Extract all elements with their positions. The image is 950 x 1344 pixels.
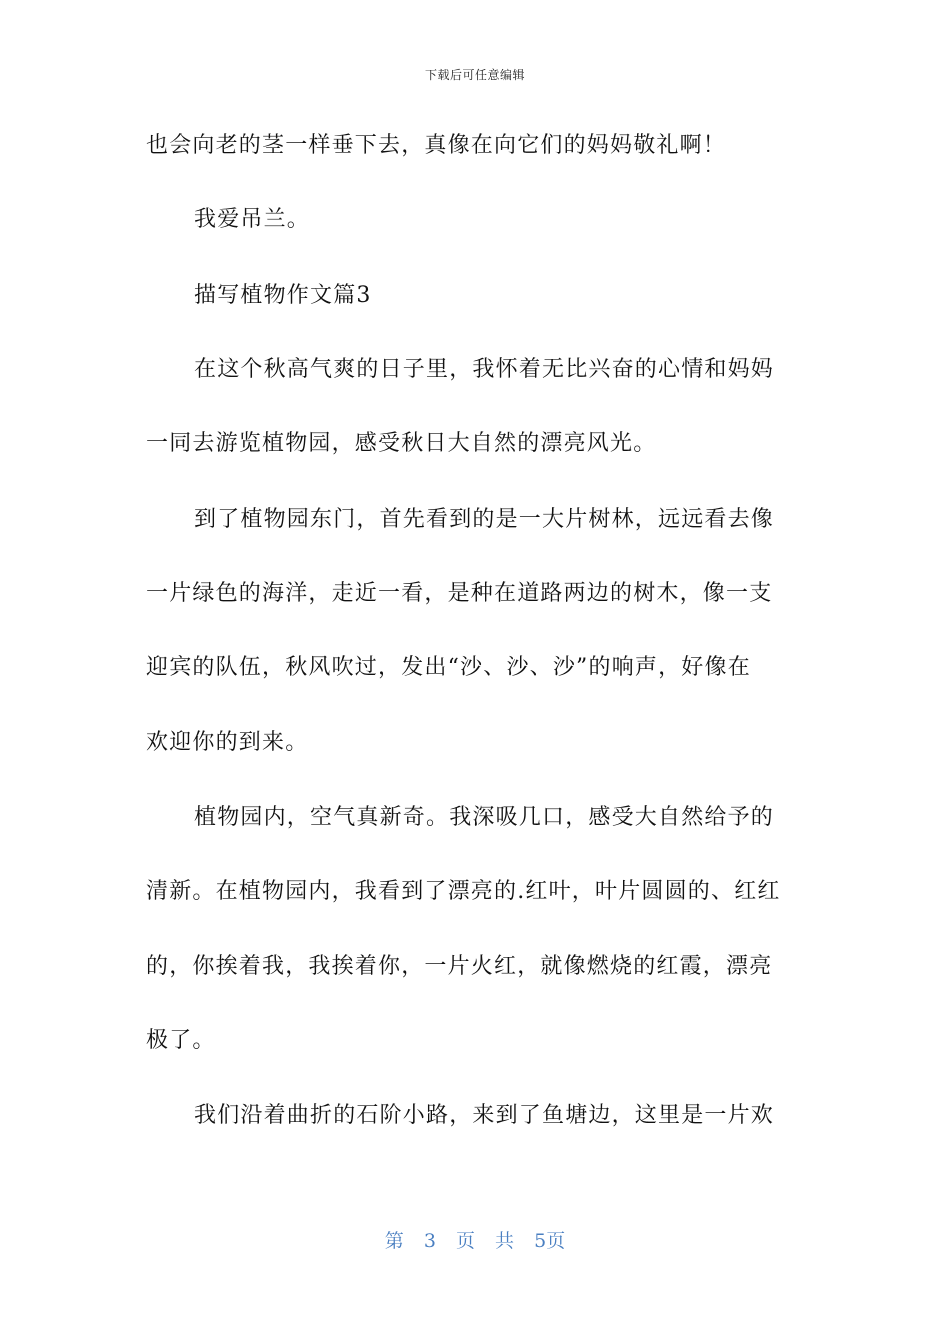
page-footer	[0, 1226, 950, 1253]
footer-current-page: 3	[423, 1230, 436, 1252]
footer-total-pages: 5页	[534, 1230, 566, 1252]
body-line: 也会向老的茎一样垂下去，真像在向它们的妈妈敬礼啊！	[146, 133, 727, 158]
footer-ye: 页	[455, 1230, 475, 1252]
footer-di: 第	[384, 1230, 404, 1252]
body-line: 我爱吊兰。	[194, 207, 311, 232]
body-line: 极了。	[146, 1028, 216, 1053]
footer-gong: 共	[495, 1230, 515, 1252]
body-line: 清新。在植物园内，我看到了漂亮的.红叶，叶片圆圆的、红红	[146, 879, 781, 904]
body-line: 一同去游览植物园，感受秋日大自然的漂亮风光。	[146, 431, 657, 456]
body-line: 迎宾的队伍，秋风吹过，发出“沙、沙、沙”的响声，好像在	[146, 655, 751, 680]
section-heading: 描写植物作文篇3	[194, 283, 372, 308]
body-line: 一片绿色的海洋，走近一看，是种在道路两边的树木，像一支	[146, 581, 773, 606]
body-line: 欢迎你的到来。	[146, 730, 309, 755]
body-line: 我们沿着曲折的石阶小路，来到了鱼塘边，这里是一片欢	[194, 1103, 775, 1128]
page-header: 下载后可任意编辑	[424, 68, 525, 82]
body-line: 到了植物园东门，首先看到的是一大片树林，远远看去像	[194, 507, 775, 532]
body-line: 植物园内，空气真新奇。我深吸几口，感受大自然给予的	[194, 805, 775, 830]
body-line: 在这个秋高气爽的日子里，我怀着无比兴奋的心情和妈妈	[194, 357, 775, 382]
body-line: 的，你挨着我，我挨着你，一片火红，就像燃烧的红霞，漂亮	[146, 954, 773, 979]
